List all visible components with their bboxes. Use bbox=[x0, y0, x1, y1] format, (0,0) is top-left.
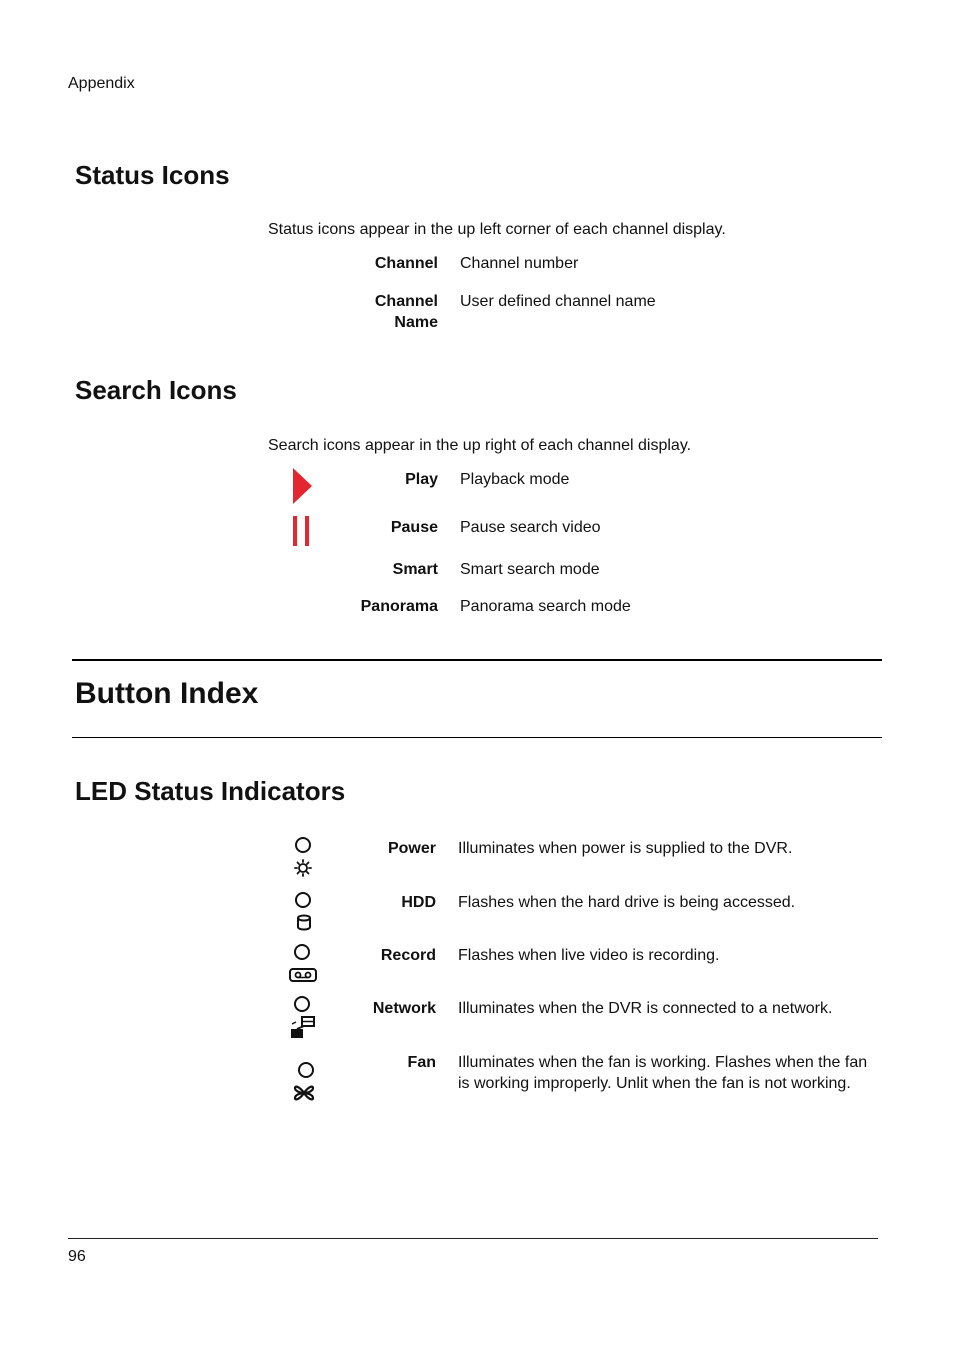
led-desc-record: Flashes when live video is recording. bbox=[458, 947, 720, 964]
search-icons-intro: Search icons appear in the up right of each channel display. bbox=[268, 437, 692, 454]
led-term-fan: Fan bbox=[407, 1054, 436, 1071]
led-term-hdd: HDD bbox=[401, 894, 436, 911]
search-desc-play: Playback mode bbox=[460, 471, 570, 488]
hdd-led-icon bbox=[290, 891, 318, 935]
search-desc-panorama: Panorama search mode bbox=[460, 598, 631, 615]
status-desc-channel: Channel number bbox=[460, 255, 579, 272]
footer-rule bbox=[68, 1238, 878, 1239]
fan-led-icon bbox=[290, 1059, 318, 1105]
running-head: Appendix bbox=[68, 75, 135, 92]
status-term-channel-name: Channel Name bbox=[374, 293, 438, 331]
button-index-heading: Button Index bbox=[75, 677, 259, 710]
led-desc-hdd: Flashes when the hard drive is being accessed. bbox=[458, 894, 796, 911]
status-icons-heading: Status Icons bbox=[75, 160, 230, 190]
led-desc-network: Illuminates when the DVR is connected to a network. bbox=[458, 1000, 833, 1017]
play-icon bbox=[290, 466, 314, 506]
record-led-icon bbox=[288, 943, 320, 987]
led-status-heading: LED Status Indicators bbox=[75, 776, 346, 806]
search-icons-heading: Search Icons bbox=[75, 375, 237, 405]
pause-icon bbox=[290, 514, 316, 548]
search-term-pause: Pause bbox=[390, 519, 438, 536]
led-desc-fan: Illuminates when the fan is working. Flashes when the fan is working improperly. Unlit when the fan is not working. bbox=[458, 1054, 868, 1092]
section-rule-bottom bbox=[72, 737, 882, 738]
network-led-icon bbox=[288, 995, 320, 1041]
status-icons-intro: Status icons appear in the up left corner of each channel display. bbox=[268, 221, 726, 238]
status-term-channel: Channel bbox=[374, 255, 438, 272]
search-term-smart: Smart bbox=[392, 561, 438, 578]
search-term-play: Play bbox=[405, 471, 438, 488]
led-desc-power: Illuminates when power is supplied to the DVR. bbox=[458, 840, 793, 857]
status-desc-channel-name: User defined channel name bbox=[460, 293, 656, 310]
power-led-icon bbox=[290, 836, 318, 880]
search-desc-pause: Pause search video bbox=[460, 519, 601, 536]
section-rule-top bbox=[72, 659, 882, 661]
led-term-power: Power bbox=[387, 840, 436, 857]
led-term-network: Network bbox=[372, 1000, 436, 1017]
search-desc-smart: Smart search mode bbox=[460, 561, 600, 578]
search-term-panorama: Panorama bbox=[360, 598, 438, 615]
page-number: 96 bbox=[68, 1248, 86, 1265]
led-term-record: Record bbox=[380, 947, 436, 964]
